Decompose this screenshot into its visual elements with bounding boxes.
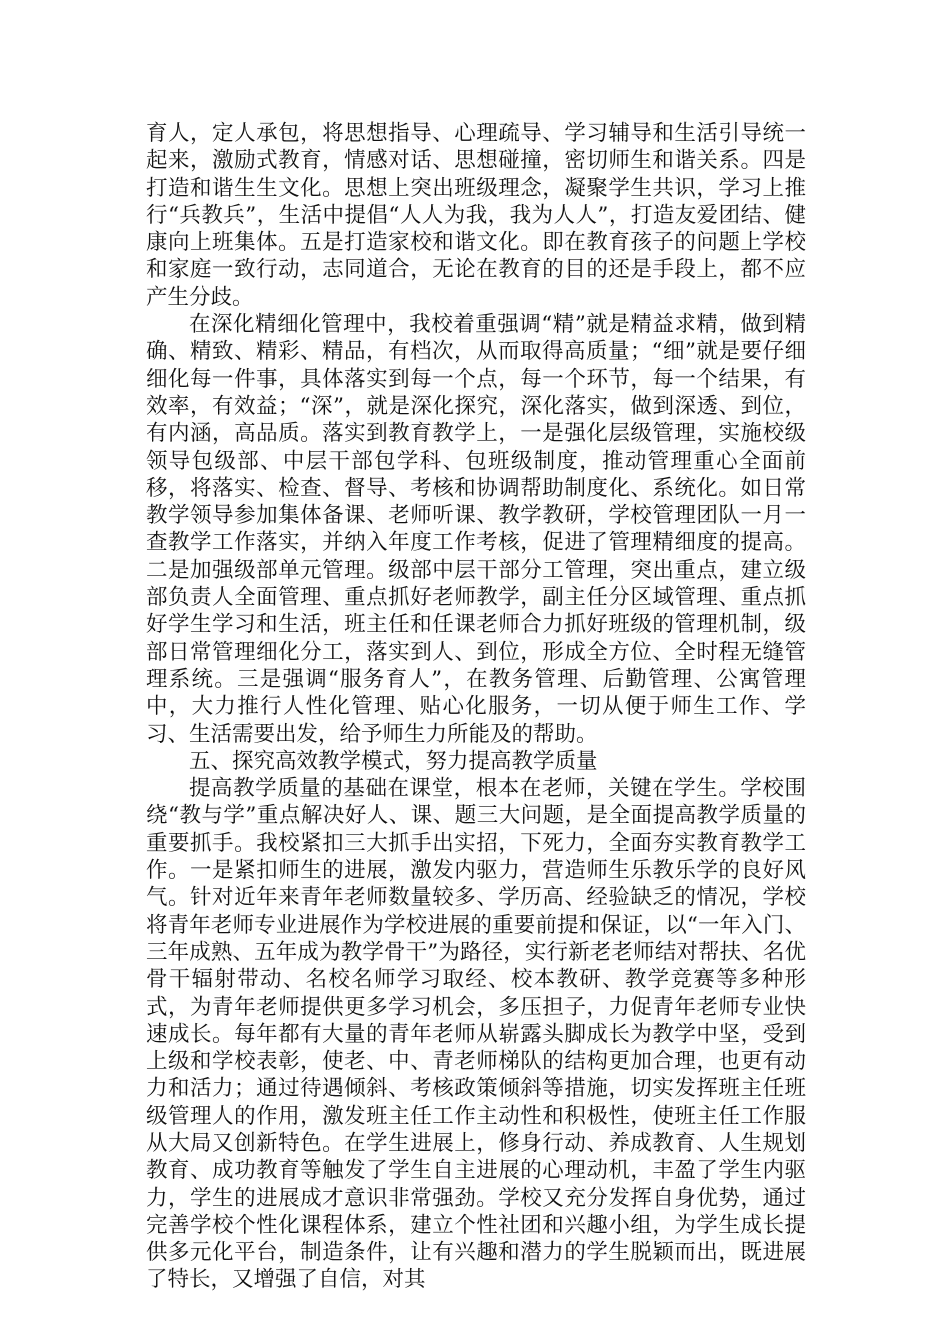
paragraph-teaching-quality: 提高教学质量的基础在课堂，根本在老师，关键在学生。学校围绕“教与学”重点解决好人、课、题三大问题，是全面提高教学质量的重要抓手。我校紧扣三大抓手出实招，下死力，全面夯实教育教学工作。一是紧扣师生的进展，激发内驱力，营造师生乐教乐学的良好风气。针对近年来青年老师数量较多、学历高、经验缺乏的情况，学校将青年老师专业进展作为学校进展的重要前提和保证，以“一年入门、三年成熟、五年成为教学骨干”为路径，实行新老老师结对帮扶、名优骨干辐射带动、名校名师学习取经、校本教研、教学竞赛等多种形式，为青年老师提供更多学习机会，多压担子，力促青年老师专业快速成长。每年都有大量的青年老师从崭露头脚成长为教学中坚，受到上级和学校表彰，使老、中、青老师梯队的结构更加合理，也更有动力和活力；通过待遇倾斜、考核政策倾斜等措施，切实发挥班主任班级管理人的作用，激发班主任工作主动性和积极性，使班主任工作服从大局又创新特色。在学生进展上，修身行动、养成教育、人生规划教育、成功教育等触发了学生自主进展的心理动机，丰盈了学生内驱力，学生的进展成才意识非常强劲。学校又充分发挥自身优势，通过完善学校个性化课程体系，建立个性社团和兴趣小组，为学生成长提供多元化平台，制造条件，让有兴趣和潜力的学生脱颖而出，既进展了特长，又增强了自信，对其 xyxy=(146,776,806,1293)
paragraph-refined-management: 在深化精细化管理中，我校着重强调“精”就是精益求精，做到精确、精致、精彩、精品，有档次，从而取得高质量；“细”就是要仔细细化每一件事，具体落实到每一个点，每一个环节，每一个结果，有效率，有效益；“深”，就是深化探究，深化落实，做到深透、到位，有内涵，高品质。落实到教育教学上，一是强化层级管理，实施校级领导包级部、中层干部包学科、包班级制度，推动管理重心全面前移，将落实、检查、督导、考核和协调帮助制度化、系统化。如日常教学领导参加集体备课、老师听课、教学教研，学校管理团队一月一查教学工作落实，并纳入年度工作考核，促进了管理精细度的提高。二是加强级部单元管理。级部中层干部分工管理，突出重点，建立级部负责人全面管理、重点抓好老师教学，副主任分区域管理、重点抓好学生学习和生活，班主任和任课老师合力抓好班级的管理机制，级部日常管理细化分工，落实到人、到位，形成全方位、全时程无缝管理系统。三是强调“服务育人”，在教务管理、后勤管理、公寓管理中，大力推行人性化管理、贴心化服务，一切从便于师生工作、学习、生活需要出发，给予师生力所能及的帮助。 xyxy=(146,312,806,747)
section-heading-five: 五、探究高效教学模式，努力提高教学质量 xyxy=(189,748,598,774)
document-page xyxy=(146,120,806,1294)
paragraph-continued: 育人，定人承包，将思想指导、心理疏导、学习辅导和生活引导统一起来，激励式教育，情感对话、思想碰撞，密切师生和谐关系。四是打造和谐生生文化。思想上突出班级理念，凝聚学生共识，学习上推行“兵教兵”，生活中提倡“人人为我，我为人人”，打造友爱团结、健康向上班集体。五是打造家校和谐文化。即在教育孩子的问题上学校和家庭一致行动，志同道合，无论在教育的目的还是手段上，都不应产生分歧。 xyxy=(146,121,806,310)
